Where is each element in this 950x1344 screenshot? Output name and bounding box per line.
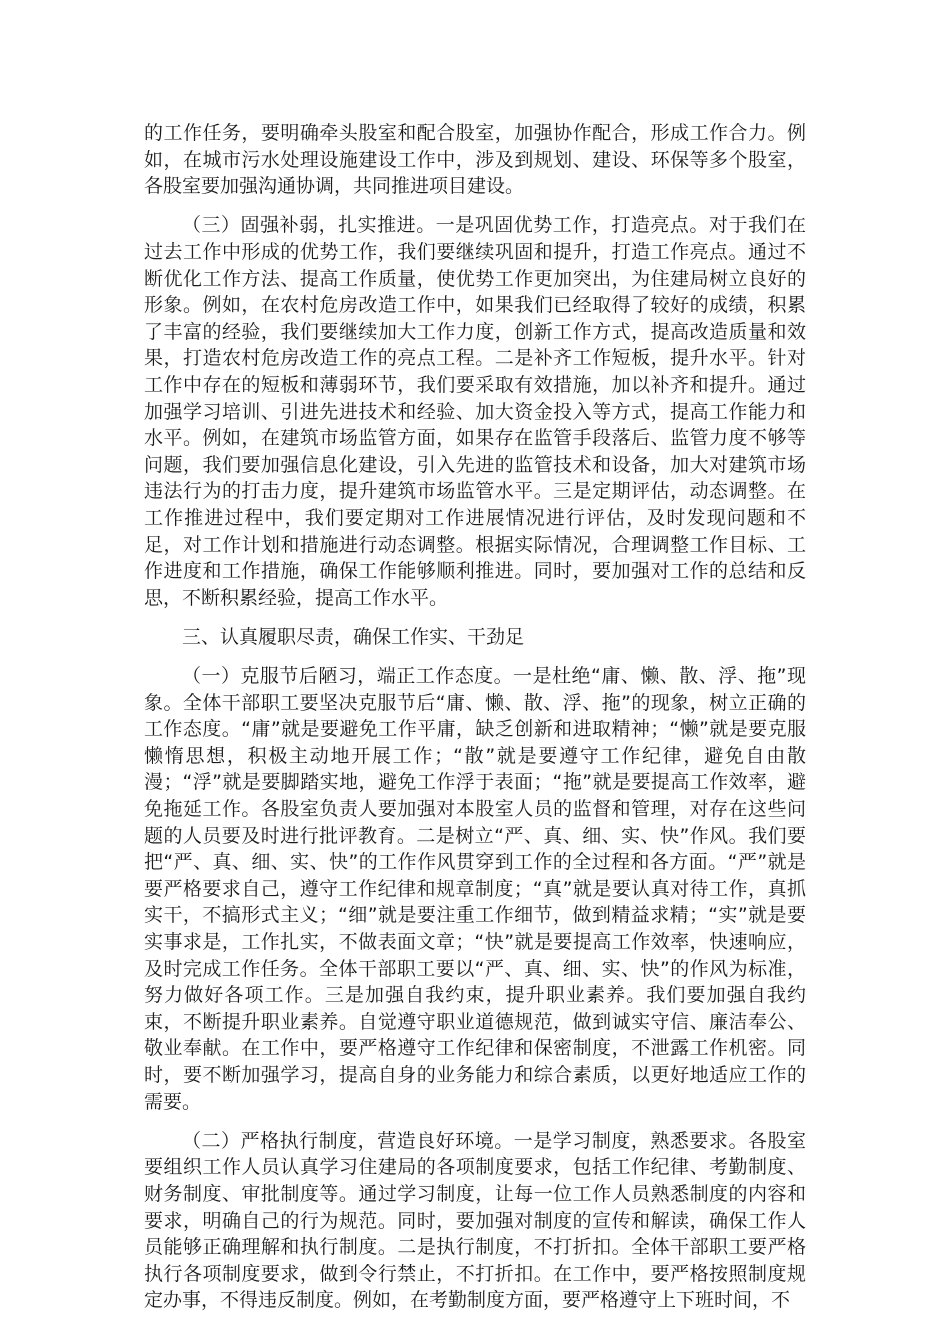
- paragraph-continuation: 的工作任务，要明确牵头股室和配合股室，加强协作配合，形成工作合力。例如，在城市污水处理设施建设工作中，涉及到规划、建设、环保等多个股室，各股室要加强沟通协调，共同推进项目建设。: [144, 122, 806, 198]
- paragraph-subsection-1: （一）克服节后陋习，端正工作态度。一是杜绝“庸、懒、散、浮、拖”现象。全体干部职工要坚决克服节后“庸、懒、散、浮、拖”的现象，树立正确的工作态度。“庸”就是要避免工作平庸，缺乏创新和进取精神；“懒”就是要克服懒惰思想，积极主动地开展工作；“散”就是要遵守工作纪律，避免自由散漫；“浮”就是要脚踏实地，避免工作浮于表面；“拖”就是要提高工作效率，避免拖延工作。各股室负责人要加强对本股室人员的监督和管理，对存在这些问题的人员要及时进行批评教育。二是树立“严、真、细、实、快”作风。我们要把“严、真、细、实、快”的工作作风贯穿到工作的全过程和各方面。“严”就是要严格要求自己，遵守工作纪律和规章制度；“真”就是要认真对待工作，真抓实干，不搞形式主义；“细”就是要注重工作细节，做到精益求精；“实”就是要实事求是，工作扎实，不做表面文章；“快”就是要提高工作效率，快速响应，及时完成工作任务。全体干部职工要以“严、真、细、实、快”的作风为标准，努力做好各项工作。三是加强自我约束，提升职业素养。我们要加强自我约束，不断提升职业素养。自觉遵守职业道德规范，做到诚实守信、廉洁奉公、敬业奉献。在工作中，要严格遵守工作纪律和保密制度，不泄露工作机密。同时，要不断加强学习，提高自身的业务能力和综合素质，以更好地适应工作的需要。: [144, 665, 806, 1113]
- paragraph-subsection-2: （二）严格执行制度，营造良好环境。一是学习制度，熟悉要求。各股室要组织工作人员认真学习住建局的各项制度要求，包括工作纪律、考勤制度、财务制度、审批制度等。通过学习制度，让每一位工作人员熟悉制度的内容和要求，明确自己的行为规范。同时，要加强对制度的宣传和解读，确保工作人员能够正确理解和执行制度。二是执行制度，不打折扣。全体干部职工要严格执行各项制度要求，做到令行禁止，不打折扣。在工作中，要严格按照制度规定办事，不得违反制度。例如，在考勤制度方面，要严格遵守上下班时间，不: [144, 1129, 806, 1312]
- document-page: [144, 120, 806, 1327]
- paragraph-section-3-item-3: （三）固强补弱，扎实推进。一是巩固优势工作，打造亮点。对于我们在过去工作中形成的优势工作，我们要继续巩固和提升，打造工作亮点。通过不断优化工作方法、提高工作质量，使优势工作更加突出，为住建局树立良好的形象。例如，在农村危房改造工作中，如果我们已经取得了较好的成绩，积累了丰富的经验，我们要继续加大工作力度，创新工作方式，提高改造质量和效果，打造农村危房改造工作的亮点工程。二是补齐工作短板，提升水平。针对工作中存在的短板和薄弱环节，我们要采取有效措施，加以补齐和提升。通过加强学习培训、引进先进技术和经验、加大资金投入等方式，提高工作能力和水平。例如，在建筑市场监管方面，如果存在监管手段落后、监管力度不够等问题，我们要加强信息化建设，引入先进的监管技术和设备，加大对建筑市场违法行为的打击力度，提升建筑市场监管水平。三是定期评估，动态调整。在工作推进过程中，我们要定期对工作进展情况进行评估，及时发现问题和不足，对工作计划和措施进行动态调整。根据实际情况，合理调整工作目标、工作进度和工作措施，确保工作能够顺利推进。同时，要加强对工作的总结和反思，不断积累经验，提高工作水平。: [144, 214, 806, 609]
- section-heading-3: 三、认真履职尽责，确保工作实、干劲足: [182, 625, 525, 648]
